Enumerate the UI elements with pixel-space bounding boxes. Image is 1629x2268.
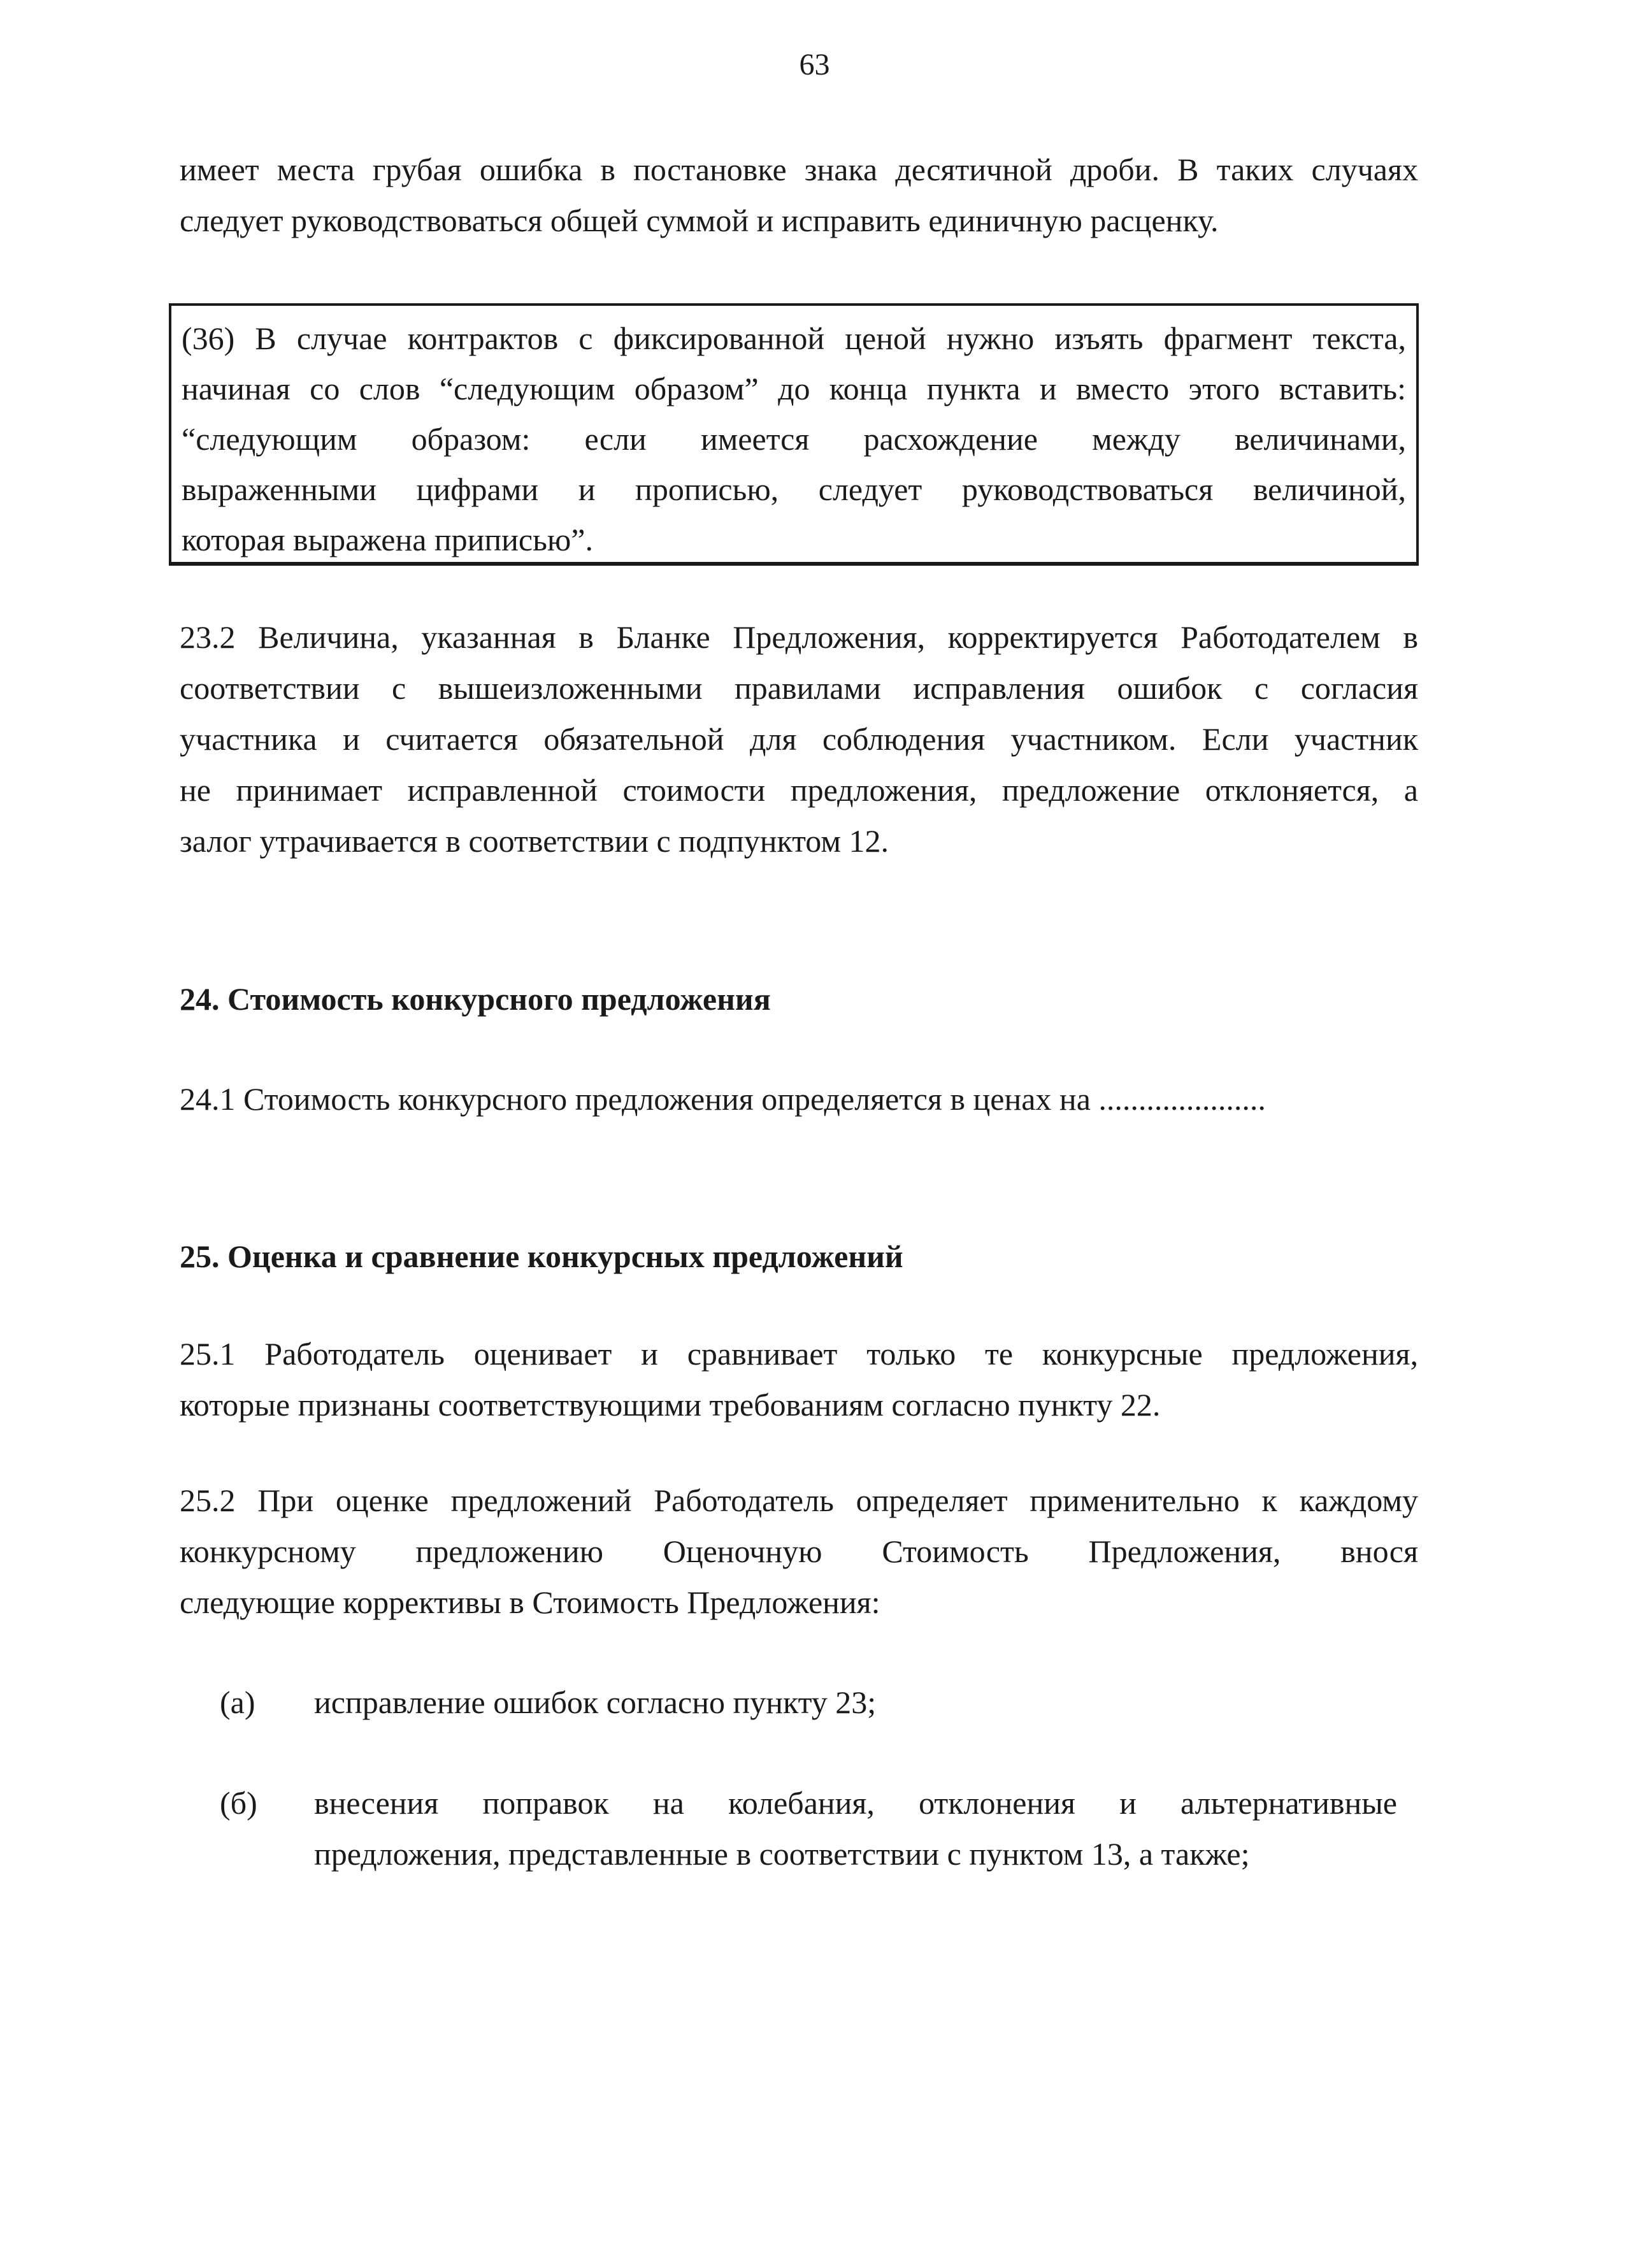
page-number: 63 bbox=[799, 48, 830, 82]
para-25-1-line-1: 25.1 Работодатель оценивает и сравнивает только те конкурсные предложения, bbox=[180, 1336, 1418, 1372]
section-24-heading: 24. Стоимость конкурсного предложения bbox=[180, 981, 771, 1017]
list-item-a-line-1: исправление ошибок согласно пункту 23; bbox=[314, 1684, 877, 1720]
note-line-4: выраженными цифрами и прописью, следует руководствоваться величиной, bbox=[182, 471, 1406, 507]
para-23-2-line-2: соответствии с вышеизложенными правилами исправления ошибок с согласия bbox=[180, 670, 1418, 706]
para-25-2-line-2: конкурсному предложению Оценочную Стоимость Предложения, внося bbox=[180, 1533, 1418, 1569]
para-23-2-line-3: участника и считается обязательной для соблюдения участником. Если участник bbox=[180, 721, 1418, 757]
list-item-a bbox=[314, 1677, 1397, 1728]
note-line-3: “следующим образом: если имеется расхождение между величинами, bbox=[182, 421, 1406, 457]
para-23-2-line-4: не принимает исправленной стоимости предложения, предложение отклоняется, а bbox=[180, 772, 1418, 808]
paragraph-24-1 bbox=[180, 1073, 1418, 1124]
section-25-heading: 25. Оценка и сравнение конкурсных предложений bbox=[180, 1238, 903, 1274]
list-item-label-a: (а) bbox=[220, 1684, 255, 1720]
para-25-1-line-2: которые признаны соответствующими требованиям согласно пункту 22. bbox=[180, 1387, 1161, 1423]
note-line-1: (36) В случае контрактов с фиксированной ценой нужно изъять фрагмент текста, bbox=[182, 320, 1406, 356]
intro-line-1: имеет места грубая ошибка в постановке знака десятичной дроби. В таких случаях bbox=[180, 152, 1418, 187]
para-25-2-line-3: следующие коррективы в Стоимость Предложения: bbox=[180, 1584, 880, 1620]
paragraph-23-2 bbox=[180, 612, 1418, 866]
list-item-label-b: (б) bbox=[220, 1785, 257, 1821]
note-box bbox=[169, 303, 1419, 566]
paragraph-25-1 bbox=[180, 1328, 1418, 1430]
para-23-2-line-5: залог утрачивается в соответствии с подпунктом 12. bbox=[180, 823, 889, 859]
list-item-b-line-1: внесения поправок на колебания, отклонения и альтернативные bbox=[314, 1785, 1397, 1821]
list-item-b bbox=[314, 1777, 1397, 1879]
intro-line-2: следует руководствоваться общей суммой и исправить единичную расценку. bbox=[180, 203, 1219, 238]
note-line-5: которая выражена приписью”. bbox=[182, 522, 593, 557]
note-line-2: начиная со слов “следующим образом” до конца пункта и вместо этого вставить: bbox=[182, 371, 1406, 406]
paragraph-25-2 bbox=[180, 1475, 1418, 1628]
list-item-b-line-2: предложения, представленные в соответствии с пунктом 13, а также; bbox=[314, 1836, 1250, 1872]
para-25-2-line-1: 25.2 При оценке предложений Работодатель определяет применительно к каждому bbox=[180, 1482, 1418, 1518]
para-24-1-line-1: 24.1 Стоимость конкурсного предложения определяется в ценах на ..................... bbox=[180, 1081, 1266, 1117]
para-23-2-line-1: 23.2 Величина, указанная в Бланке Предложения, корректируется Работодателем в bbox=[180, 619, 1418, 655]
intro-paragraph bbox=[180, 144, 1418, 246]
